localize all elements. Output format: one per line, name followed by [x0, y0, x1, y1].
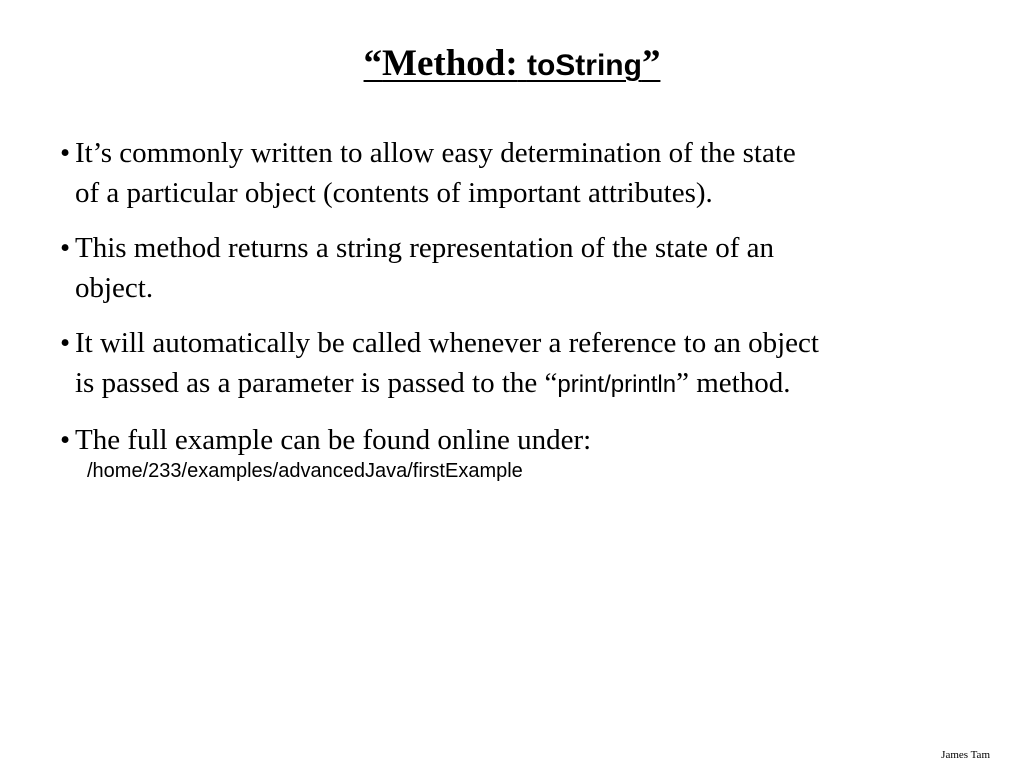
bullet-marker: • [60, 137, 71, 169]
bullet-item [59, 228, 989, 308]
bullet-line: It’s commonly written to allow easy determination of the state [75, 137, 796, 169]
title-word: Method: [382, 43, 518, 84]
title-close-quote: ” [641, 43, 661, 84]
title-code: toString [526, 49, 642, 82]
bullet-line: object. [75, 272, 154, 304]
bullet-marker: • [60, 232, 71, 264]
bullet-text: ” method. [676, 367, 791, 399]
bullet-line: This method returns a string representation of the state of an [75, 232, 775, 264]
bullet-list [59, 133, 989, 485]
bullet-item [59, 420, 989, 460]
bullet-text: is passed as a parameter is passed to the “ [75, 367, 558, 399]
slide-title [0, 40, 1024, 90]
bullet-item [59, 133, 989, 213]
bullet-item [59, 323, 989, 405]
inline-code: print/println [557, 371, 677, 398]
bullet-line: of a particular object (contents of important attributes). [75, 177, 713, 209]
bullet-marker: • [60, 327, 71, 359]
title-open-quote: “ [363, 43, 383, 84]
slide-title-text [364, 43, 661, 84]
bullet-line [75, 363, 989, 405]
example-path: /home/233/examples/advancedJava/firstExample [87, 460, 523, 482]
bullet-marker: • [60, 424, 71, 456]
footer-author: James Tam [941, 749, 990, 761]
bullet-line: It will automatically be called whenever a reference to an object [75, 327, 819, 359]
bullet-line: The full example can be found online under: [75, 424, 592, 456]
